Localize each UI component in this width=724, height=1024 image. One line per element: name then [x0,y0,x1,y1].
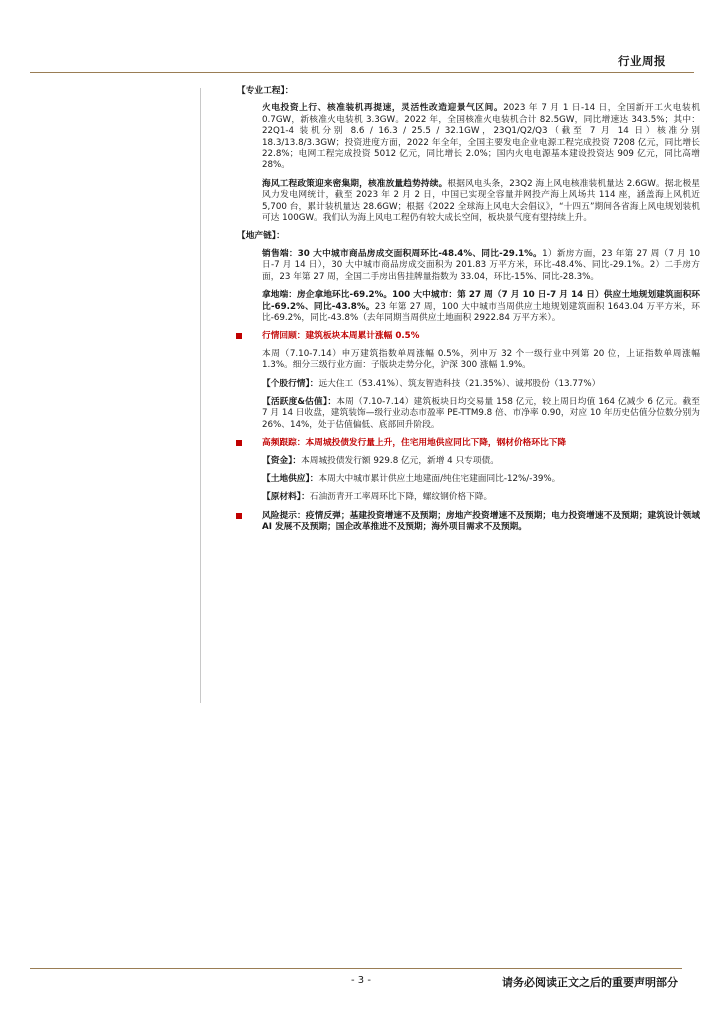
paragraph-lead: 火电投资上行、核准装机再提速，灵活性改造迎景气区间。 [262,103,504,114]
bullet-square-icon [236,333,242,339]
paragraph-sales [262,249,700,283]
summary-body [237,86,700,540]
bullet-text: 行情回顾：建筑板块本周累计涨幅 0.5% [262,331,420,342]
paragraph-text: 1）新房方面，23 年第 27 周（7 月 10 日-7 月 14 日），30 大中城市商品房成交面积为 201.83 万平方米，环比-48.4%、同比-29.1%。2）二手房方面，23 年第 27 周，全国二手房出售挂牌量指数为 33.04，环比-15%、同比-28.3%。 [262,248,701,282]
paragraph-lead: 海风工程政策迎来密集期，核准放量趋势持续。 [262,178,448,189]
paragraph-lead: 【原材料】： [262,492,310,503]
paragraph-stocks [262,379,700,390]
footer-disclaimer: 请务必阅读正文之后的重要声明部分 [502,976,678,989]
bullet-risk-warning [237,511,700,534]
paragraph-land-supply [262,474,700,485]
paragraph-offshore-wind [262,179,700,225]
paragraph-thermal-power [262,103,700,171]
paragraph-text: 本周（7.10-7.14）建筑板块日均交易量 158 亿元，较上周日均值 164 亿减少 6 亿元。截至 7 月 14 日收盘，建筑装饰—级行业动态市盈率 PE-TTM9.8 倍、市净率 0.90，对应 10 年历史估值分位数分别为 26%、14%，处于估值偏低、底部回升阶段。 [262,396,700,430]
paragraph-lead: 【资金】： [262,455,302,466]
report-type-title: 行业周报 [618,54,666,68]
summary-sidebar-divider [200,88,201,703]
paragraph-lead: 【活跃度&估值】： [262,396,337,407]
paragraph-lead: 【土地供应】： [262,473,319,484]
bullet-square-icon [236,513,242,519]
paragraph-lead: 【个股行情】： [262,378,319,389]
paragraph-text: 23 年第 27 周，100 大中城市当周供应土地规划建筑面积 1643.04 万平方米，环比-69.2%，同比-43.8%（去年同期当周供应土地面积 2922.84 万平方米）。 [262,301,700,323]
paragraph-land [262,290,700,324]
section-heading-professional: 【专业工程】： [237,86,294,96]
paragraph-text: 远大住工（53.41%）、筑友智造科技（21.35%）、诚邦股份（13.77%） [318,378,601,389]
bullet-market-review [237,331,700,342]
page-number: - 3 - [351,975,371,986]
paragraph-lead: 销售端：30 大中城市商品房成交面积周环比-48.4%、同比-29.1%。 [262,248,543,259]
paragraph-text: 根据风电头条，23Q2 海上风电核准装机量达 2.6GW。据北极星风力发电网统计，截至 2023 年 2 月 2 日，中国已实现全容量并网投产海上风场共 114 座，涵盖海上风机近 5,700 台，累计装机量达 28.6GW；根据《2022 全球海上风电大会倡议》，“十四五”期间各省海上风电规划装机可达 100GW。我们认为海上风电工程仍有较大成长空间，板块景气度有望持续上升。 [262,178,700,224]
footer-divider [30,968,682,969]
header-divider [30,72,694,73]
bullet-text: 风险提示：疫情反弹；基建投资增速不及预期；房地产投资增速不及预期；电力投资增速不及预期；建筑设计领域 AI 发展不及预期；国企改革推进不及预期；海外项目需求不及预期。 [262,510,700,533]
paragraph-text: 本周城投债发行额 929.8 亿元，新增 4 只专项债。 [301,455,499,466]
section-heading-realestate: 【地产链】： [237,231,285,242]
paragraph-lead: 拿地端：房企拿地环比-69.2%。100 大中城市：第 27 周（7 月 10 日-7 月 14 日）供应土地规划建筑面积环比-69.2%、同比-43.8%。 [262,290,700,312]
paragraph-text: 本周大中城市累计供应土地建面/纯住宅建面同比-12%/-39%。 [318,473,561,484]
paragraph-activity [262,397,700,431]
bullet-high-frequency [237,438,700,449]
paragraph-funds [262,456,700,467]
paragraph-text: 2023 年 7 月 1 日-14 日，全国新开工火电装机 0.7GW，新核准火电装机 3.3GW。2022 年，全国核准火电装机合计 82.5GW，同比增速达 343.5%；其中：22Q1-4 装机分别 8.6 / 16.3 / 25.5 / 32.1GW，23Q1/Q2/Q3（截至 7 月 14 日）核准分别 18.3/13.8/3.3GW；投资进度方面，2022 年全年，全国主要发电企业电源工程完成投资 7208 亿元，同比增长 22.8%；电网工程完成投资 5012 亿元，同比增长 2.0%；国内火电电源基本建设投资达 909 亿元，同比高增 28%。 [262,103,701,171]
bullet-square-icon [236,440,242,446]
bullet-text: 高频跟踪：本周城投债发行量上升，住宅用地供应同比下降，钢材价格环比下降 [262,438,567,449]
paragraph-market-index: 本周（7.10-7.14）申万建筑指数单周涨幅 0.5%，列申万 32 个一级行业中列第 20 位，上证指数单周涨幅 1.3%。细分三级行业方面：子版块走势分化，沪深 300 涨幅 1.9%。 [262,348,700,371]
paragraph-materials [262,492,700,503]
paragraph-text: 石油沥青开工率周环比下降，螺纹钢价格下降。 [309,492,493,503]
